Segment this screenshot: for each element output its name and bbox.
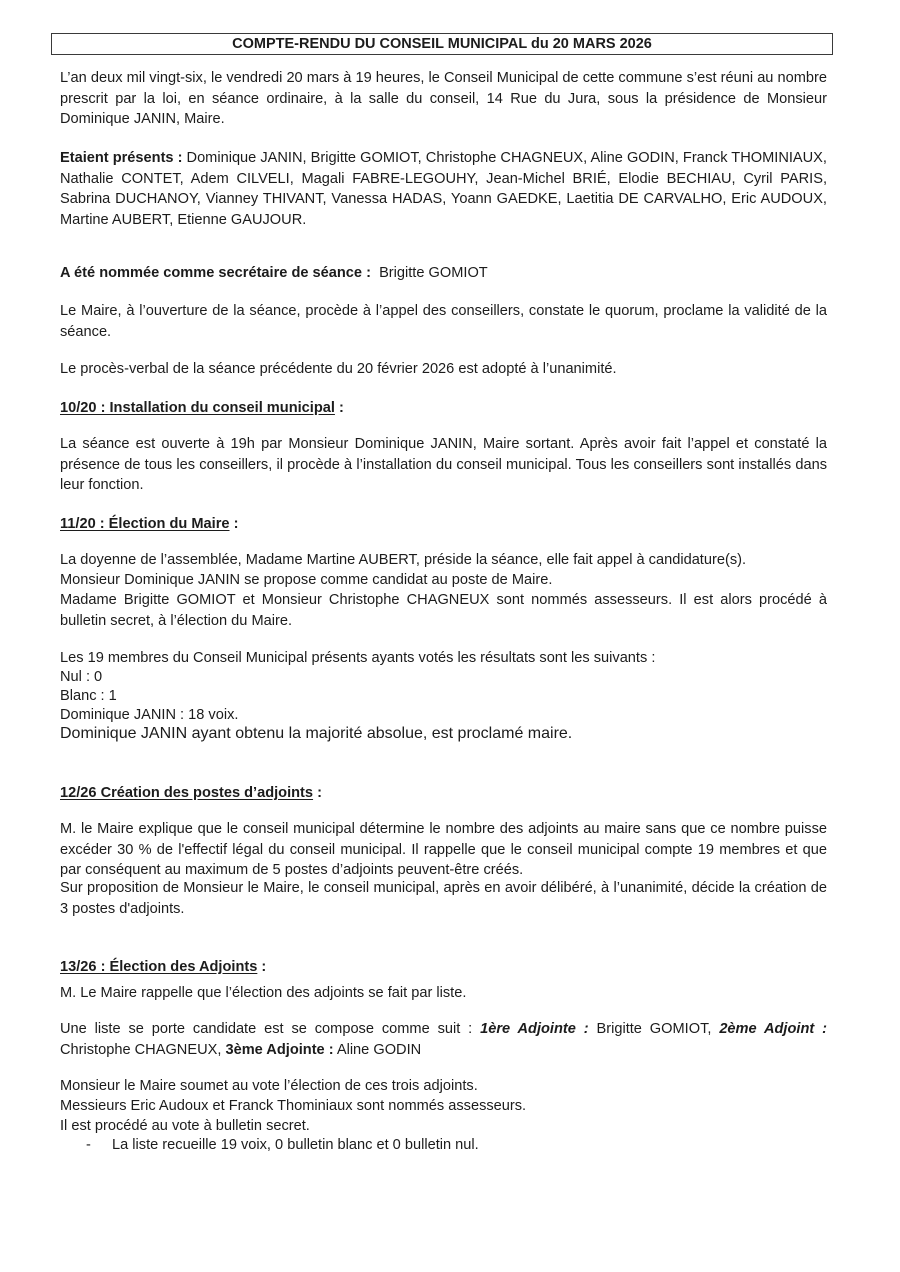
section-2-text-2: Monsieur Dominique JANIN se propose comme candidat au poste de Maire. <box>60 572 553 588</box>
opening-paragraph: Le Maire, à l’ouverture de la séance, procède à l’appel des conseillers, constate le quorum, proclame la validité de la séance. <box>60 303 827 340</box>
adjoint-3-label: 3ème Adjointe : <box>225 1041 334 1058</box>
section-3-title: 12/26 Création des postes d’adjoints <box>60 785 314 801</box>
secretary-label: A été nommée comme secrétaire de séance : <box>60 265 371 281</box>
section-1-text: La séance est ouverte à 19h par Monsieur Dominique JANIN, Maire sortant. Après avoir fait l’appel et constaté la présence de tous les conseillers, il procède à l’installation du conseil municipal. Tous les conseillers sont installés dans leur fonction. <box>60 436 827 494</box>
section-2-heading: 11/20 : Élection du Maire : <box>60 516 239 532</box>
adjoints-list-intro: Une liste se porte candidate est se compose comme suit : <box>60 1021 473 1037</box>
attendees-names: Dominique JANIN, Brigitte GOMIOT, Christophe CHAGNEUX, Aline GODIN, Franck THOMINIAUX, Nathalie CONTET, Adem CILVELI, Magali FABRE-LEGOUHY, Jean-Michel BRIÉ, Elodie BECHIAU, Cyril PARIS, Sabrina DUCHANOY, Vianney THIVANT, Vanessa HADAS, Yoann GAEDKE, Laetitia DE CARVALHO, Eric AUDOUX, Martine AUBERT, Etienne GAUJOUR. <box>60 150 827 228</box>
result-janin: Dominique JANIN : 18 voix. <box>60 707 239 723</box>
vote-result-text: La liste recueille 19 voix, 0 bulletin blanc et 0 bulletin nul. <box>112 1137 479 1153</box>
result-nul: Nul : 0 <box>60 669 103 685</box>
section-3-heading: 12/26 Création des postes d’adjoints : <box>60 785 322 801</box>
results-intro: Les 19 membres du Conseil Municipal présents ayants votés les résultats sont les suivants : <box>60 650 656 666</box>
election-conclusion: Dominique JANIN ayant obtenu la majorité absolue, est proclamé maire. <box>60 725 573 742</box>
document-title: COMPTE-RENDU DU CONSEIL MUNICIPAL du 20 MARS 2026 <box>51 33 833 55</box>
secretary-name: Brigitte GOMIOT <box>379 265 488 281</box>
attendees-label: Etaient présents : <box>60 150 183 166</box>
adjoint-2-label: 2ème Adjoint : <box>719 1021 827 1037</box>
adjoint-1-label: 1ère Adjointe : <box>480 1021 589 1037</box>
vote-text-3: Il est procédé au vote à bulletin secret. <box>60 1118 310 1134</box>
bullet-dash: - <box>86 1137 91 1153</box>
section-3-text-2: Sur proposition de Monsieur le Maire, le conseil municipal, après en avoir délibéré, à l’unanimité, décide la création de 3 postes d'adjoints. <box>60 880 827 917</box>
section-2-text-3: Madame Brigitte GOMIOT et Monsieur Christophe CHAGNEUX sont nommés assesseurs. Il est alors procédé à bulletin secret, à l’élection du Maire. <box>60 592 827 629</box>
section-4-heading: 13/26 : Élection des Adjoints : <box>60 959 267 975</box>
vote-text-1: Monsieur le Maire soumet au vote l’élection de ces trois adjoints. <box>60 1078 478 1094</box>
minutes-approval: Le procès-verbal de la séance précédente du 20 février 2026 est adopté à l’unanimité. <box>60 361 617 377</box>
section-1-heading: 10/20 : Installation du conseil municipal : <box>60 400 344 416</box>
vote-result-bullet <box>60 1135 827 1156</box>
section-2-title: 11/20 : Élection du Maire <box>60 516 230 532</box>
adjoints-list <box>60 1019 827 1060</box>
section-4-title: 13/26 : Élection des Adjoints <box>60 959 258 975</box>
secretary-paragraph <box>60 263 827 284</box>
adjoint-2-name: Christophe CHAGNEUX, <box>60 1041 222 1058</box>
adjoint-3-name: Aline GODIN <box>336 1041 422 1058</box>
section-4-text-1: M. Le Maire rappelle que l’élection des adjoints se fait par liste. <box>60 985 467 1001</box>
intro-paragraph: L’an deux mil vingt-six, le vendredi 20 mars à 19 heures, le Conseil Municipal de cette commune s’est réuni au nombre prescrit par la loi, en séance ordinaire, à la salle du conseil, 14 Rue du Jura, sous la présidence de Monsieur Dominique JANIN, Maire. <box>60 70 827 128</box>
attendees-paragraph <box>60 148 827 230</box>
adjoint-1-name: Brigitte GOMIOT, <box>596 1021 712 1037</box>
result-blanc: Blanc : 1 <box>60 688 117 704</box>
section-3-text-1: M. le Maire explique que le conseil municipal détermine le nombre des adjoints au maire sans que ce nombre puisse excéder 30 % de l'effectif légal du conseil municipal. Il rappelle que le conseil municipal compte 19 membres et que par conséquent au maximum de 5 postes d’adjoints peuvent-être créés. <box>60 821 827 879</box>
vote-text-2: Messieurs Eric Audoux et Franck Thominiaux sont nommés assesseurs. <box>60 1098 527 1114</box>
section-2-text-1: La doyenne de l’assemblée, Madame Martine AUBERT, préside la séance, elle fait appel à candidature(s). <box>60 552 747 568</box>
section-1-title: 10/20 : Installation du conseil municipal <box>60 400 335 416</box>
